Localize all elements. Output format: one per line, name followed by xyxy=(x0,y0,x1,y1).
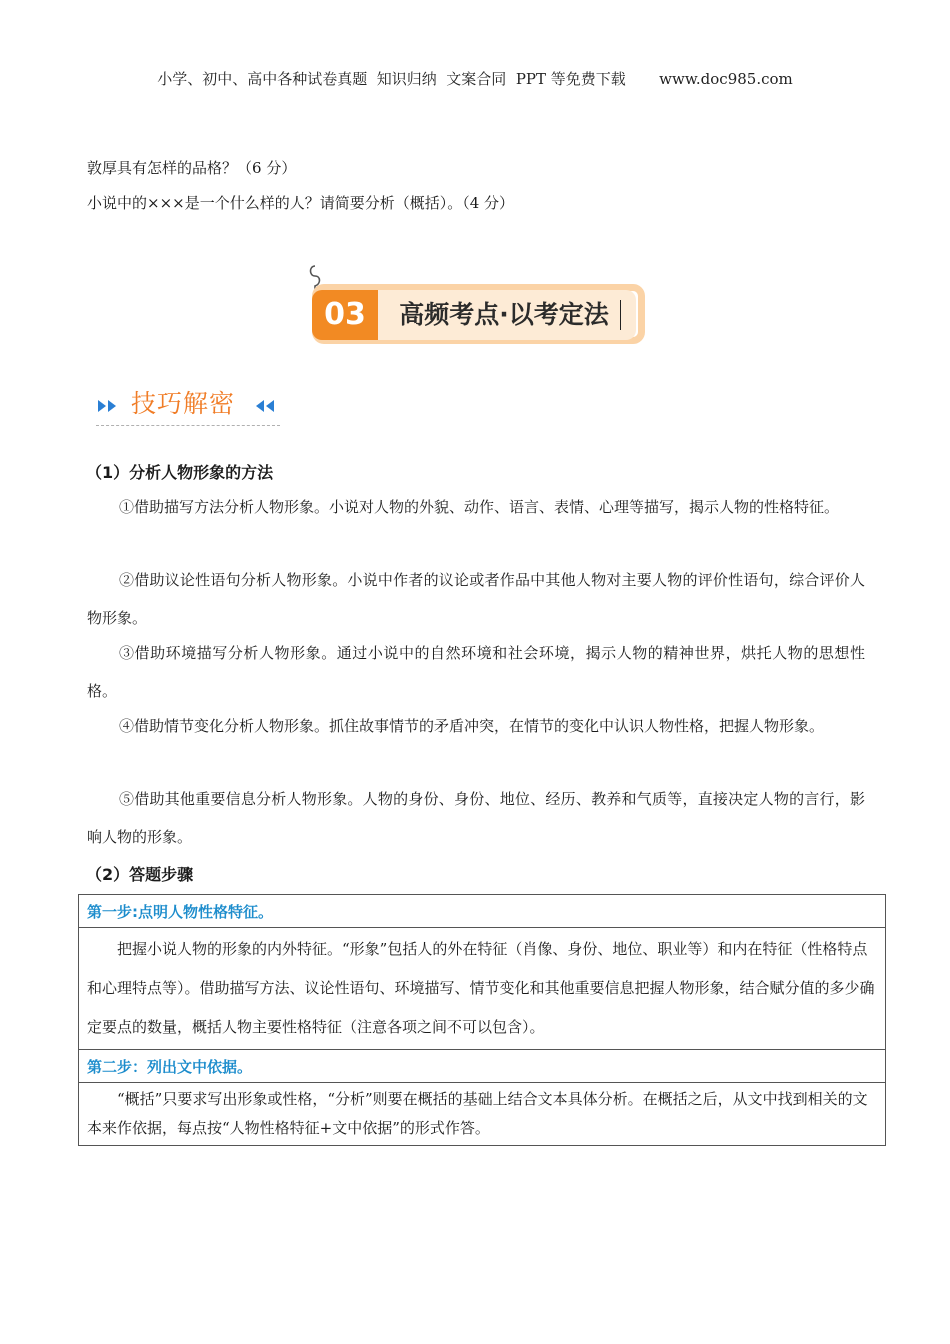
method-item-1: ①借助描写方法分析人物形象。小说对人物的外貌、动作、语言、表情、心理等描写，揭示人物的性格特征。 xyxy=(119,498,840,516)
method-item-4: ④借助情节变化分析人物形象。抓住故事情节的矛盾冲突，在情节的变化中认识人物性格，把握人物形象。 xyxy=(119,717,825,735)
method-item-3: ③借助环境描写分析人物形象。通过小说中的自然环境和社会环境，揭示人物的精神世界，烘托人物的思想性格。 xyxy=(87,644,865,700)
text-cursor xyxy=(620,300,621,330)
skill-section-divider xyxy=(96,425,280,426)
step2-title: 第二步：列出文中依据。 xyxy=(79,1050,886,1083)
step1-body: 把握小说人物的形象的内外特征。“形象”包括人的外在特征（肖像、身份、地位、职业等）和内在特征（性格特点和心理特点等）。借助描写方法、议论性语句、环境描写、情节变化和其他重要信息把握人物形象，结合赋分值的多少确定要点的数量，概括人物主要性格特征（注意各项之间不可以包含）。 xyxy=(79,928,886,1050)
method-item-2: ②借助议论性语句分析人物形象。小说中作者的议论或者作品中其他人物对主要人物的评价性语句，综合评价人物形象。 xyxy=(87,571,865,627)
question-line-1: 敦厚具有怎样的品格？（6 分） xyxy=(87,159,297,177)
right-arrows-icon xyxy=(96,396,124,416)
skill-section-label: 技巧解密 xyxy=(131,389,236,418)
step2-body: “概括”只要求写出形象或性格，“分析”则要在概括的基础上结合文本具体分析。在概括之后，从文中找到相关的文本来作依据，每点按“人物性格特征+文中依据”的形式作答。 xyxy=(79,1083,886,1146)
step1-body-row xyxy=(79,928,886,1050)
step1-title: 第一步:点明人物性格特征。 xyxy=(79,895,886,928)
steps-heading: （2）答题步骤 xyxy=(86,865,194,884)
steps-table xyxy=(78,894,886,1146)
banner-title: 高频考点·以考定法 xyxy=(399,300,609,329)
question-line-2: 小说中的×××是一个什么样的人？请简要分析（概括）。（4 分） xyxy=(87,194,515,212)
method-item-5: ⑤借助其他重要信息分析人物形象。人物的身份、身份、地位、经历、教养和气质等，直接决定人物的言行，影响人物的形象。 xyxy=(87,790,865,846)
page-header: 小学、初中、高中各种试卷真题 知识归纳 文案合同 PPT 等免费下载 www.doc985.com xyxy=(157,70,793,88)
banner-number: 03 xyxy=(312,290,378,340)
step1-title-row xyxy=(79,895,886,928)
left-arrows-icon xyxy=(254,396,282,416)
step2-body-row xyxy=(79,1083,886,1146)
method-heading: （1）分析人物形象的方法 xyxy=(86,463,274,482)
step2-title-row xyxy=(79,1050,886,1083)
